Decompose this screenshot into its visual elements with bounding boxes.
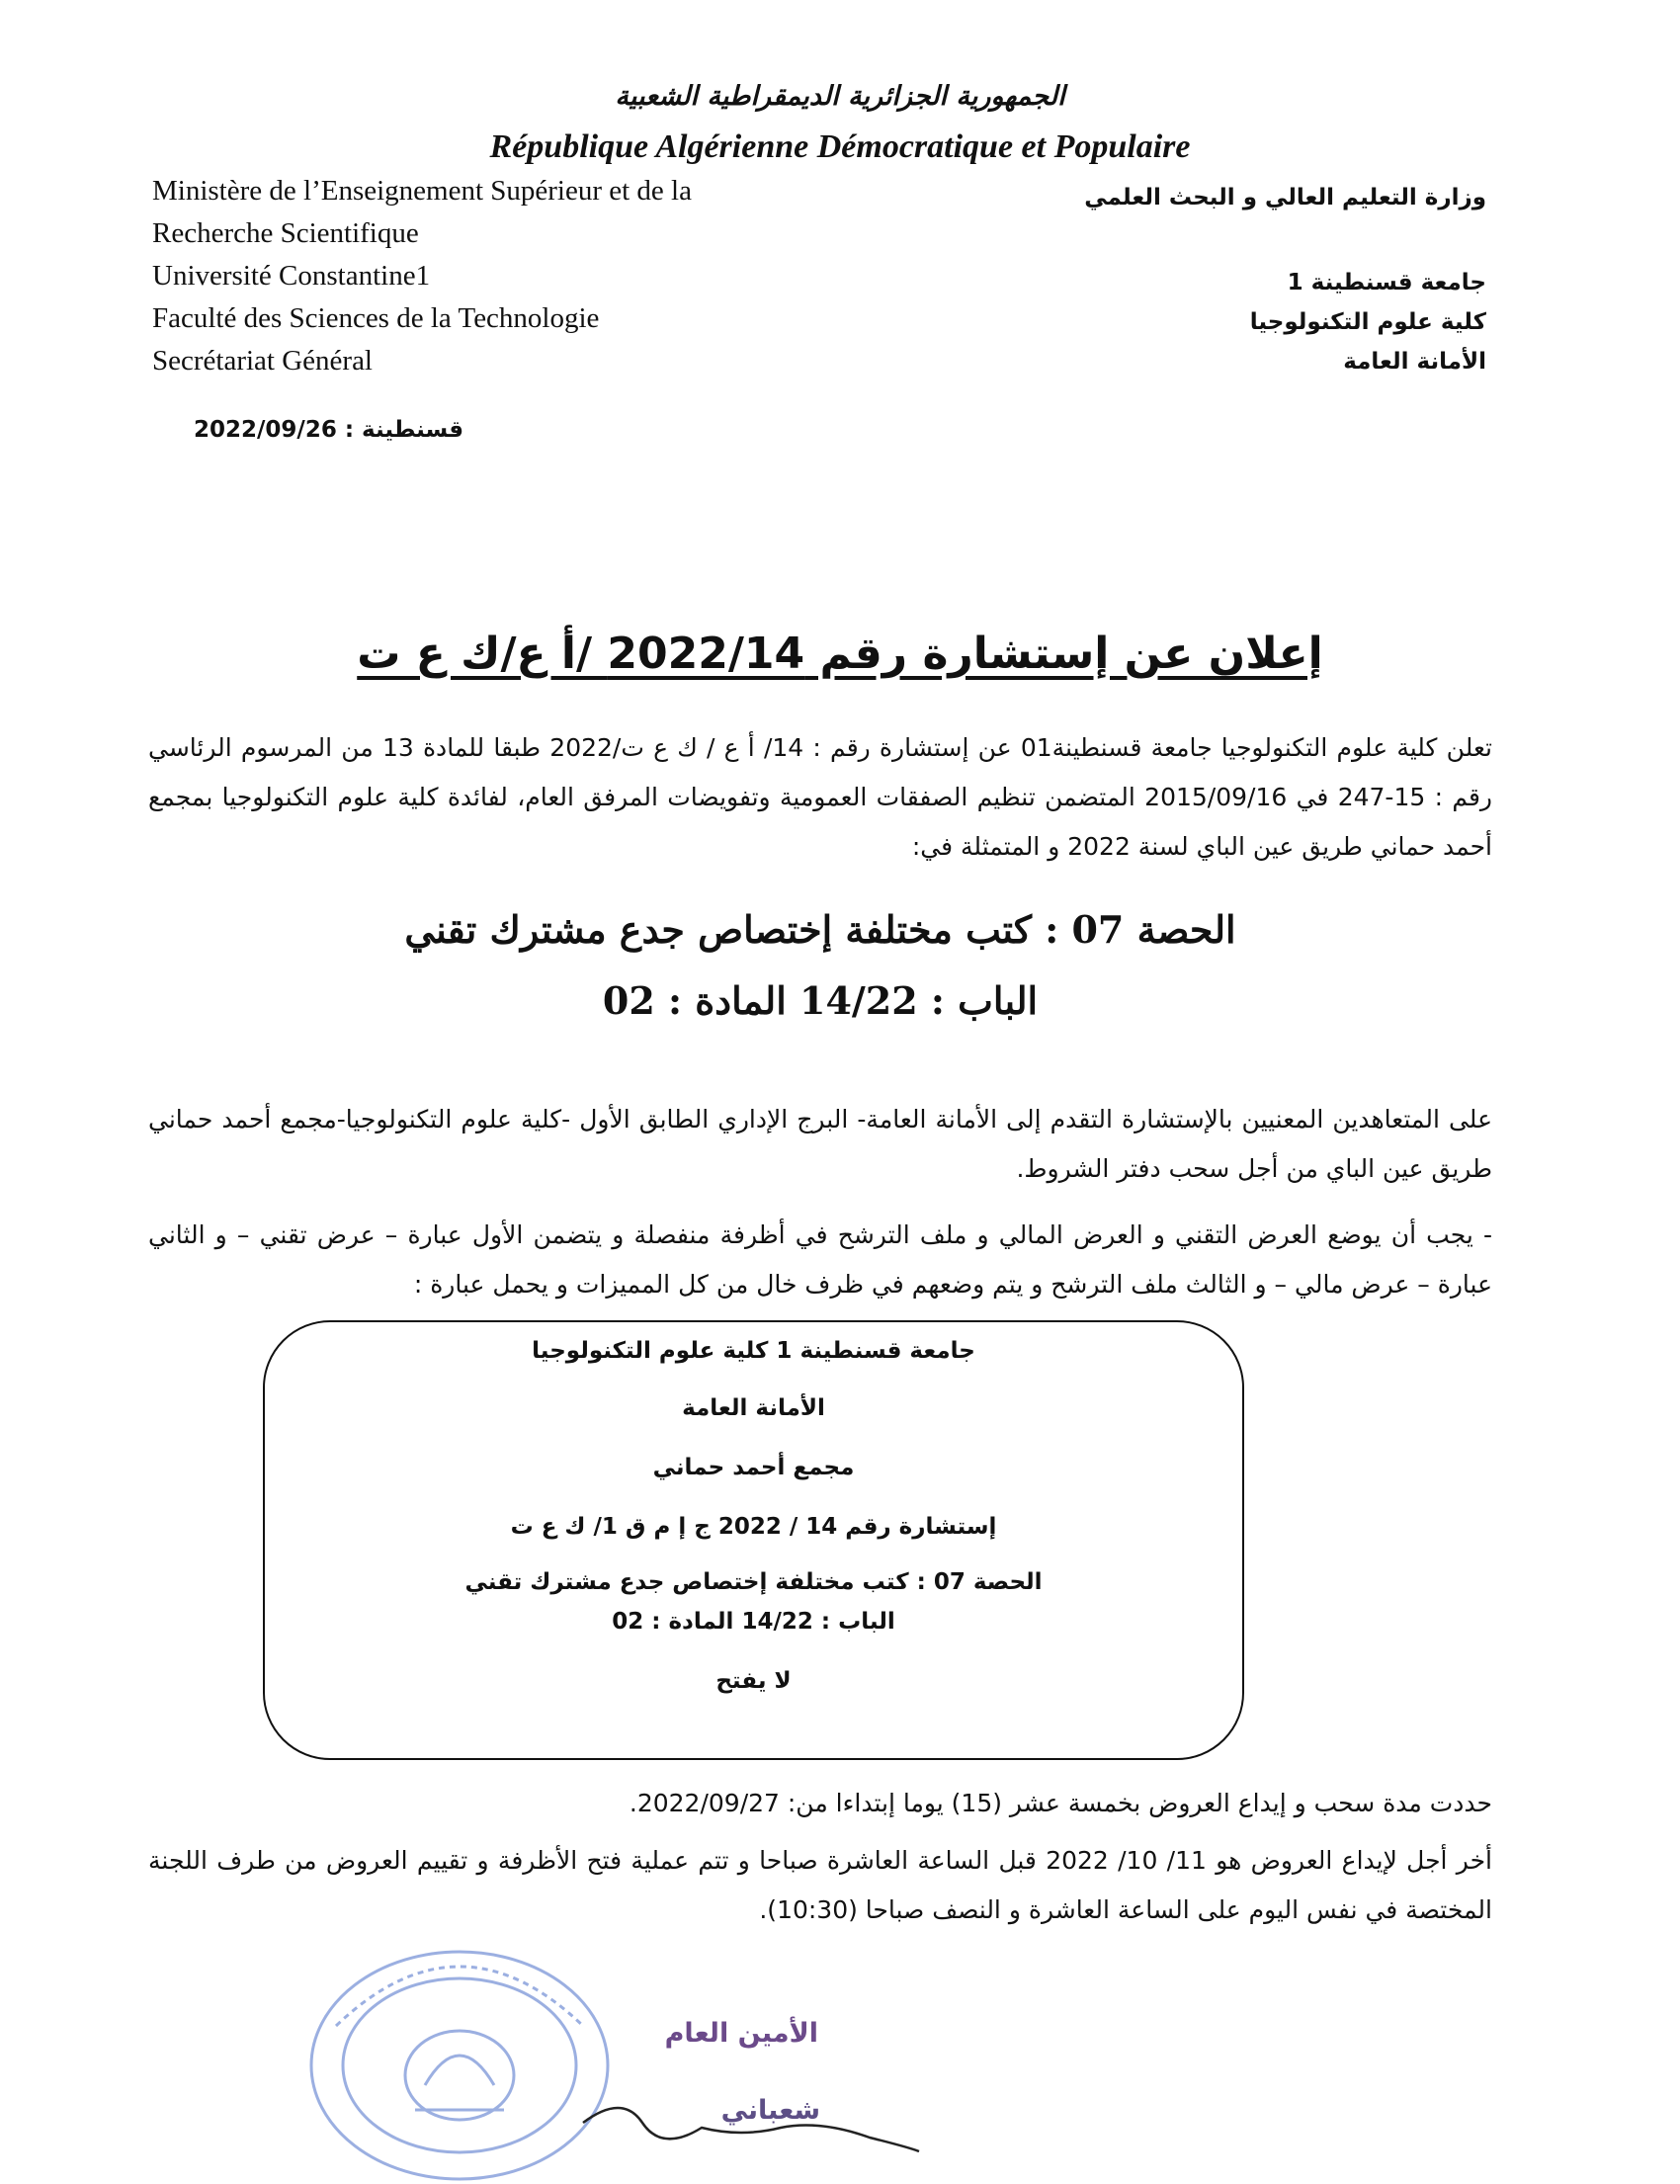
withdrawal-paragraph: على المتعاهدين المعنيين بالإستشارة التقدم إلى الأمانة العامة- البرج الإداري الطابق الأول -كلية علوم التكنولوجيا-مجمع أحمد حماني طريق عين الباي من أجل سحب دفتر الشروط. [148,1105,1492,1183]
date-line: قسنطينة : 2022/09/26 [194,417,464,443]
deadline-opening-paragraph: أخر أجل لإيداع العروض هو 11/ 10/ 2022 قبل الساعة العاشرة صباحا و تتم عملية فتح الأظرفة و تقييم العروض من طرف اللجنة المختصة في نفس اليوم على الساعة العاشرة و النصف صباحا (10:30). [148,1846,1492,1924]
envelope-line-campus: مجمع أحمد حماني [652,1455,855,1480]
envelope-line-lot: الحصة 07 : كتب مختلفة إختصاص جدع مشترك تقني [464,1569,1043,1595]
chapter-article-line: الباب : 14/22 المادة : 02 [602,978,1039,1023]
envelope-line-consultation: إستشارة رقم 14 / 2022 ج إ م ق 1/ ك ع ت [510,1514,997,1540]
french-institution-header [152,170,785,382]
french-header-line-3: Université Constantine1 [152,260,431,292]
lot-line: الحصة 07 : كتب مختلفة إختصاص جدع مشترك تقني [404,907,1236,952]
republic-french: République Algérienne Démocratique et Populaire [489,128,1191,165]
envelope-label-box [263,1320,1244,1760]
faculty-arabic: كلية علوم التكنولوجيا [1249,309,1486,335]
envelope-instructions-paragraph: - يجب أن يوضع العرض التقني و العرض المالي و ملف الترشح في أظرفة منفصلة و يتضمن الأول عبارة – عرض تقني – و الثاني عبارة – عرض مالي – و الثالث ملف الترشح و يتم وضعهم في ظرف خال من كل المميزات و يحمل عبارة : [148,1220,1492,1299]
handwritten-signature-icon [573,2083,929,2152]
french-header-line-1: Ministère de l’Enseignement Supérieur et de la [152,175,692,207]
french-header-line-2: Recherche Scientifique [152,217,419,249]
intro-paragraph: تعلن كلية علوم التكنولوجيا جامعة قسنطينة01 عن إستشارة رقم : 14/ أ ع / ك ع ت/2022 طبقا للمادة 13 من المرسوم الرئاسي رقم : 15-247 في 2015/09/16 المتضمن تنظيم الصفقات العمومية وتفويضات المرفق العام، لفائدة كلية علوم التكنولوجيا بمجمع أحمد حماني طريق عين الباي لسنة 2022 و المتمثلة في: [148,733,1493,861]
secretariat-arabic: الأمانة العامة [1343,349,1486,375]
announcement-title: إعلان عن إستشارة رقم 2022/14 /أ ع/ك ع ت [357,629,1323,679]
french-header-line-4: Faculté des Sciences de la Technologie [152,302,600,334]
envelope-line-do-not-open: لا يفتح [715,1668,792,1694]
envelope-line-university: جامعة قسنطينة 1 كلية علوم التكنولوجيا [532,1338,975,1364]
signer-title: الأمين العام [664,2018,818,2049]
university-arabic: جامعة قسنطينة 1 [1287,270,1486,295]
envelope-line-secretariat: الأمانة العامة [682,1395,825,1421]
french-header-line-5: Secrétariat Général [152,345,373,377]
arabic-institution-header [933,178,1486,381]
ministry-arabic: وزارة التعليم العالي و البحث العلمي [1084,185,1486,210]
deadline-period-paragraph: حددت مدة سحب و إيداع العروض بخمسة عشر (15) يوما إبتداءا من: 2022/09/27. [629,1789,1492,1817]
envelope-line-chapter: الباب : 14/22 المادة : 02 [612,1609,895,1635]
signer-name: شعباني [720,2095,820,2126]
republic-arabic: الجمهورية الجزائرية الديمقراطية الشعبية [615,81,1065,112]
